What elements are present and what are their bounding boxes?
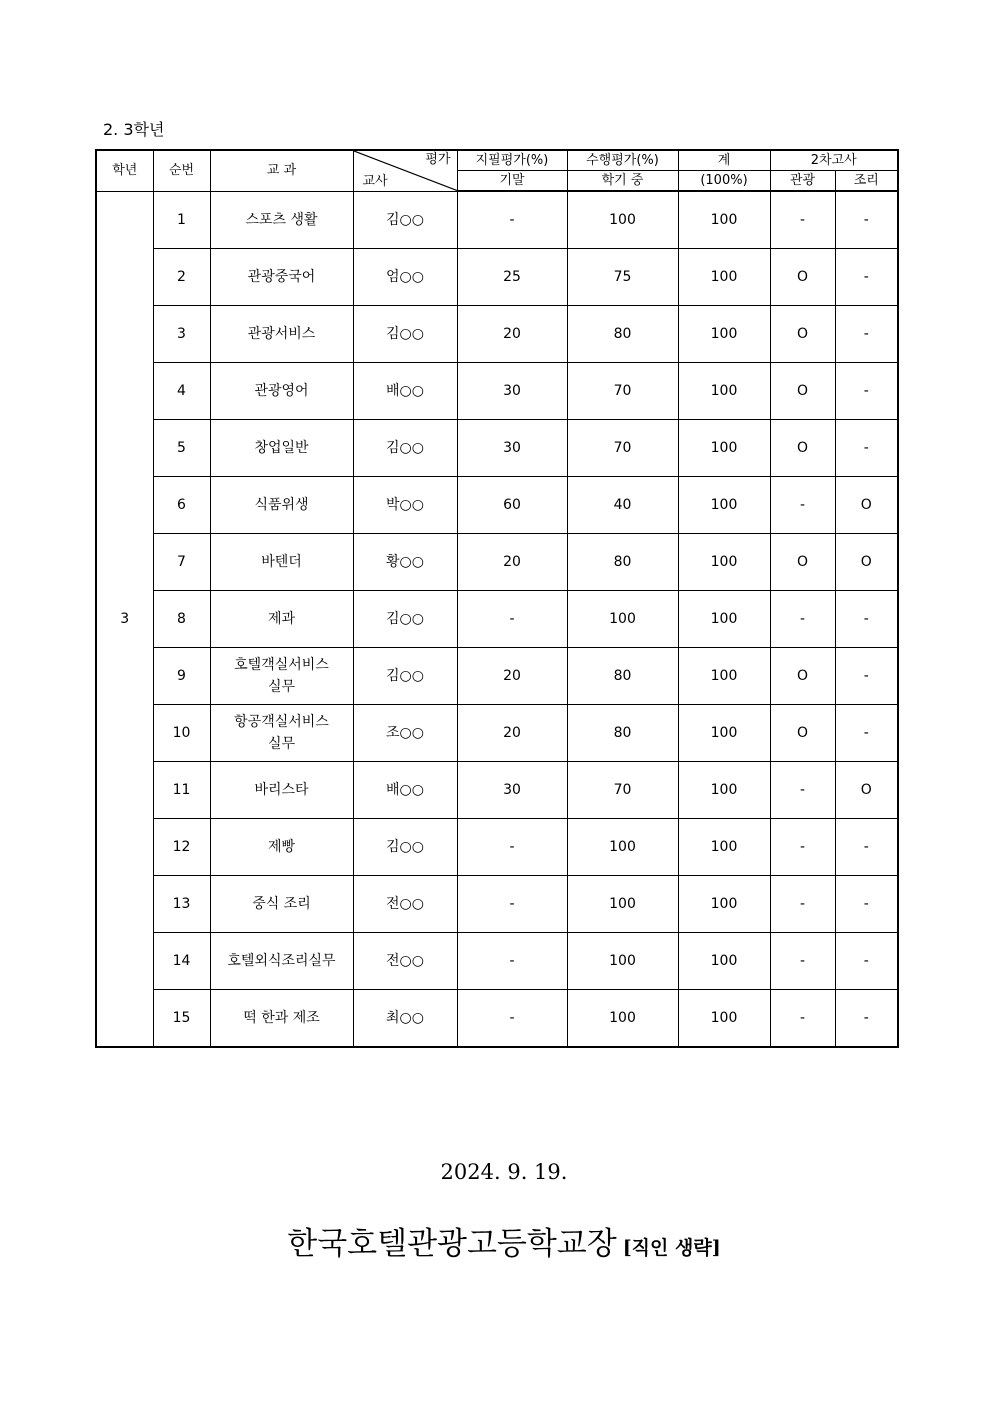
cooking-cell: - bbox=[835, 306, 898, 363]
order-cell: 6 bbox=[153, 477, 210, 534]
subject-cell: 제과 bbox=[210, 591, 353, 648]
cooking-cell: O bbox=[835, 477, 898, 534]
written-cell: - bbox=[457, 591, 567, 648]
table-row bbox=[96, 762, 898, 819]
subject-cell: 바리스타 bbox=[210, 762, 353, 819]
table-row bbox=[96, 191, 898, 249]
written-cell: - bbox=[457, 990, 567, 1048]
performance-cell: 100 bbox=[567, 933, 678, 990]
written-cell: - bbox=[457, 819, 567, 876]
cooking-cell: - bbox=[835, 191, 898, 249]
written-cell: 60 bbox=[457, 477, 567, 534]
header-eval: 평가 bbox=[425, 152, 451, 167]
seal-note: [직인 생략] bbox=[622, 1237, 721, 1259]
header-grade: 학년 bbox=[96, 150, 153, 191]
order-cell: 4 bbox=[153, 363, 210, 420]
order-cell: 13 bbox=[153, 876, 210, 933]
total-cell: 100 bbox=[678, 990, 770, 1048]
table-row bbox=[96, 306, 898, 363]
total-cell: 100 bbox=[678, 591, 770, 648]
order-cell: 9 bbox=[153, 648, 210, 705]
subject-cell: 관광영어 bbox=[210, 363, 353, 420]
tourism-cell: - bbox=[770, 591, 835, 648]
tourism-cell: O bbox=[770, 705, 835, 762]
teacher-cell: 전○○ bbox=[353, 876, 457, 933]
cooking-cell: - bbox=[835, 648, 898, 705]
grade-cell: 3 bbox=[96, 191, 153, 1047]
cooking-cell: - bbox=[835, 933, 898, 990]
written-cell: - bbox=[457, 933, 567, 990]
teacher-cell: 김○○ bbox=[353, 420, 457, 477]
subject-cell: 창업일반 bbox=[210, 420, 353, 477]
total-cell: 100 bbox=[678, 249, 770, 306]
header-written-sub: 기말 bbox=[457, 171, 567, 192]
total-cell: 100 bbox=[678, 306, 770, 363]
tourism-cell: O bbox=[770, 306, 835, 363]
table-row bbox=[96, 249, 898, 306]
cooking-cell: - bbox=[835, 420, 898, 477]
teacher-cell: 엄○○ bbox=[353, 249, 457, 306]
performance-cell: 100 bbox=[567, 819, 678, 876]
subject-cell: 식품위생 bbox=[210, 477, 353, 534]
header-cooking: 조리 bbox=[835, 171, 898, 192]
order-cell: 12 bbox=[153, 819, 210, 876]
table-row bbox=[96, 591, 898, 648]
performance-cell: 70 bbox=[567, 420, 678, 477]
order-cell: 14 bbox=[153, 933, 210, 990]
header-eval-teacher bbox=[353, 150, 457, 191]
total-cell: 100 bbox=[678, 819, 770, 876]
teacher-cell: 배○○ bbox=[353, 363, 457, 420]
subject-cell: 관광서비스 bbox=[210, 306, 353, 363]
written-cell: 20 bbox=[457, 648, 567, 705]
subject-cell: 떡 한과 제조 bbox=[210, 990, 353, 1048]
performance-cell: 75 bbox=[567, 249, 678, 306]
tourism-cell: - bbox=[770, 191, 835, 249]
tourism-cell: - bbox=[770, 933, 835, 990]
tourism-cell: - bbox=[770, 990, 835, 1048]
subject-cell: 바텐더 bbox=[210, 534, 353, 591]
teacher-cell: 조○○ bbox=[353, 705, 457, 762]
tourism-cell: O bbox=[770, 534, 835, 591]
subject-cell: 스포츠 생활 bbox=[210, 191, 353, 249]
written-cell: 30 bbox=[457, 363, 567, 420]
order-cell: 11 bbox=[153, 762, 210, 819]
subject-cell: 항공객실서비스 실무 bbox=[210, 705, 353, 762]
evaluation-table bbox=[95, 149, 899, 1048]
cooking-cell: - bbox=[835, 876, 898, 933]
written-cell: 30 bbox=[457, 762, 567, 819]
document-date: 2024. 9. 19. bbox=[440, 1160, 568, 1184]
order-cell: 5 bbox=[153, 420, 210, 477]
total-cell: 100 bbox=[678, 191, 770, 249]
cooking-cell: - bbox=[835, 363, 898, 420]
teacher-cell: 김○○ bbox=[353, 819, 457, 876]
teacher-cell: 최○○ bbox=[353, 990, 457, 1048]
cooking-cell: - bbox=[835, 249, 898, 306]
header-total: 계 bbox=[678, 150, 770, 171]
tourism-cell: - bbox=[770, 762, 835, 819]
table-row bbox=[96, 477, 898, 534]
written-cell: 20 bbox=[457, 534, 567, 591]
total-cell: 100 bbox=[678, 534, 770, 591]
teacher-cell: 박○○ bbox=[353, 477, 457, 534]
teacher-cell: 김○○ bbox=[353, 191, 457, 249]
signer-name: 한국호텔관광고등학교장 bbox=[287, 1226, 617, 1262]
tourism-cell: O bbox=[770, 648, 835, 705]
header-performance-sub: 학기 중 bbox=[567, 171, 678, 192]
cooking-cell: - bbox=[835, 990, 898, 1048]
performance-cell: 80 bbox=[567, 705, 678, 762]
table-row bbox=[96, 876, 898, 933]
total-cell: 100 bbox=[678, 933, 770, 990]
teacher-cell: 김○○ bbox=[353, 648, 457, 705]
table-row bbox=[96, 420, 898, 477]
order-cell: 3 bbox=[153, 306, 210, 363]
tourism-cell: O bbox=[770, 363, 835, 420]
teacher-cell: 배○○ bbox=[353, 762, 457, 819]
total-cell: 100 bbox=[678, 420, 770, 477]
teacher-cell: 황○○ bbox=[353, 534, 457, 591]
written-cell: 30 bbox=[457, 420, 567, 477]
total-cell: 100 bbox=[678, 762, 770, 819]
teacher-cell: 김○○ bbox=[353, 591, 457, 648]
header-written: 지필평가(%) bbox=[457, 150, 567, 171]
performance-cell: 100 bbox=[567, 591, 678, 648]
order-cell: 10 bbox=[153, 705, 210, 762]
signature-line bbox=[0, 1218, 992, 1263]
table-row bbox=[96, 819, 898, 876]
written-cell: 25 bbox=[457, 249, 567, 306]
teacher-cell: 전○○ bbox=[353, 933, 457, 990]
performance-cell: 100 bbox=[567, 191, 678, 249]
order-cell: 8 bbox=[153, 591, 210, 648]
performance-cell: 80 bbox=[567, 648, 678, 705]
total-cell: 100 bbox=[678, 477, 770, 534]
cooking-cell: - bbox=[835, 591, 898, 648]
performance-cell: 100 bbox=[567, 876, 678, 933]
header-total-sub: (100%) bbox=[678, 171, 770, 192]
subject-cell: 호텔외식조리실무 bbox=[210, 933, 353, 990]
performance-cell: 70 bbox=[567, 762, 678, 819]
performance-cell: 70 bbox=[567, 363, 678, 420]
cooking-cell: - bbox=[835, 705, 898, 762]
tourism-cell: - bbox=[770, 819, 835, 876]
header-teacher: 교사 bbox=[362, 173, 388, 189]
tourism-cell: O bbox=[770, 249, 835, 306]
total-cell: 100 bbox=[678, 363, 770, 420]
performance-cell: 80 bbox=[567, 306, 678, 363]
table-row bbox=[96, 363, 898, 420]
performance-cell: 80 bbox=[567, 534, 678, 591]
table-row bbox=[96, 705, 898, 762]
teacher-cell: 김○○ bbox=[353, 306, 457, 363]
table-row bbox=[96, 534, 898, 591]
total-cell: 100 bbox=[678, 876, 770, 933]
performance-cell: 100 bbox=[567, 990, 678, 1048]
table-row bbox=[96, 990, 898, 1048]
subject-cell: 호텔객실서비스 실무 bbox=[210, 648, 353, 705]
subject-cell: 제빵 bbox=[210, 819, 353, 876]
section-heading: 2. 3학년 bbox=[103, 120, 165, 139]
written-cell: - bbox=[457, 191, 567, 249]
written-cell: - bbox=[457, 876, 567, 933]
header-performance: 수행평가(%) bbox=[567, 150, 678, 171]
written-cell: 20 bbox=[457, 306, 567, 363]
table-row bbox=[96, 933, 898, 990]
table-row bbox=[96, 648, 898, 705]
order-cell: 7 bbox=[153, 534, 210, 591]
total-cell: 100 bbox=[678, 705, 770, 762]
header-order: 순번 bbox=[153, 150, 210, 191]
tourism-cell: - bbox=[770, 876, 835, 933]
header-subject: 교 과 bbox=[210, 150, 353, 191]
performance-cell: 40 bbox=[567, 477, 678, 534]
cooking-cell: - bbox=[835, 819, 898, 876]
subject-cell: 중식 조리 bbox=[210, 876, 353, 933]
cooking-cell: O bbox=[835, 534, 898, 591]
header-second-exam: 2차고사 bbox=[770, 150, 898, 171]
order-cell: 1 bbox=[153, 191, 210, 249]
cooking-cell: O bbox=[835, 762, 898, 819]
order-cell: 2 bbox=[153, 249, 210, 306]
written-cell: 20 bbox=[457, 705, 567, 762]
total-cell: 100 bbox=[678, 648, 770, 705]
subject-cell: 관광중국어 bbox=[210, 249, 353, 306]
header-tourism: 관광 bbox=[770, 171, 835, 192]
order-cell: 15 bbox=[153, 990, 210, 1048]
tourism-cell: O bbox=[770, 420, 835, 477]
tourism-cell: - bbox=[770, 477, 835, 534]
